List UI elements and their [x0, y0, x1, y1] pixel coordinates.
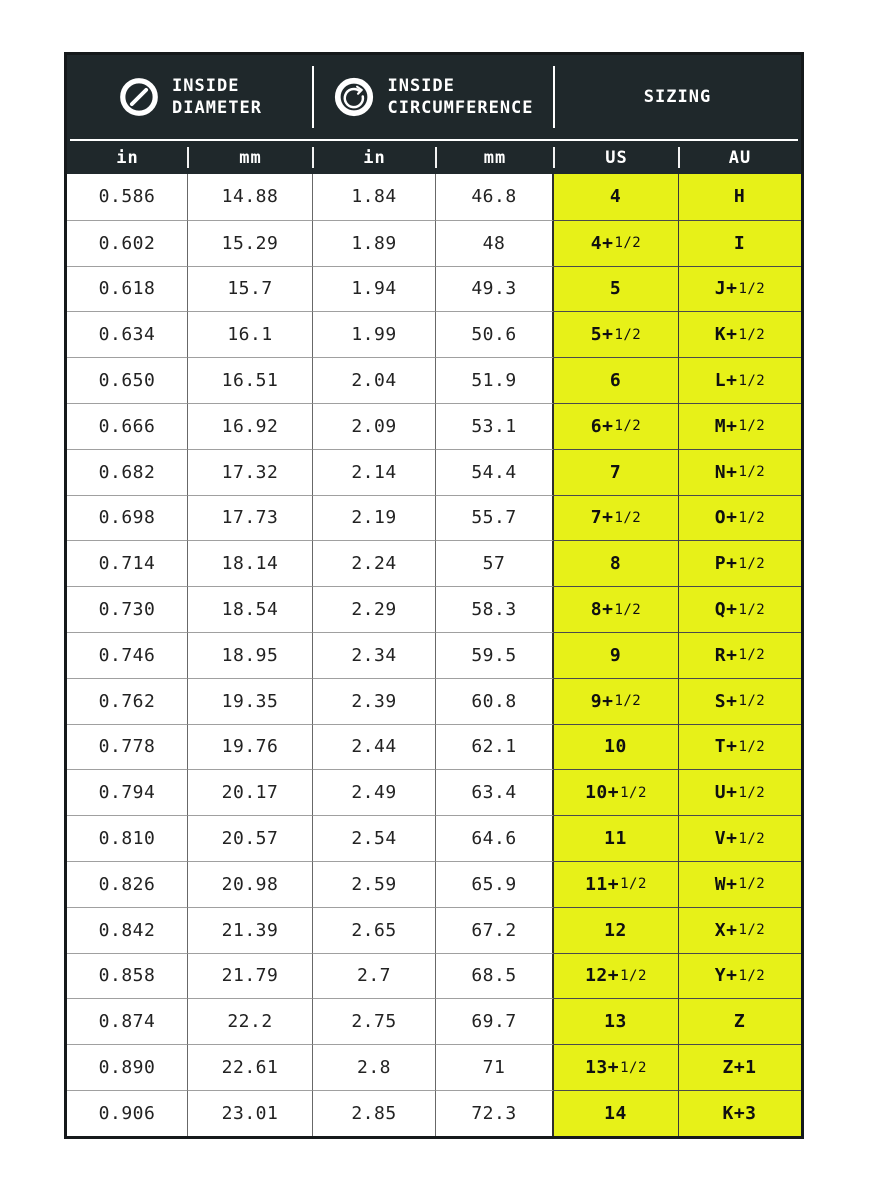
column-header-circumference-mm: mm [436, 141, 554, 174]
table-row [67, 861, 801, 907]
table-row [67, 724, 801, 770]
cell-size-au: N+ 1/2 [679, 449, 801, 495]
table-row [67, 403, 801, 449]
cell-size-au: X+ 1/2 [679, 907, 801, 953]
cell-circumference-in: 2.85 [313, 1090, 436, 1136]
group-label-inside-diameter: INSIDE DIAMETER [172, 75, 262, 118]
cell-diameter-in: 0.682 [67, 449, 188, 495]
cell-circumference-mm: 68.5 [436, 953, 554, 999]
header-group-inside-diameter [67, 55, 313, 139]
cell-diameter-in: 0.634 [67, 311, 188, 357]
cell-circumference-in: 2.29 [313, 586, 436, 632]
cell-circumference-mm: 51.9 [436, 357, 554, 403]
table-row [67, 1090, 801, 1136]
cell-size-au: V+ 1/2 [679, 815, 801, 861]
table-row [67, 174, 801, 220]
cell-diameter-mm: 21.39 [188, 907, 313, 953]
cell-size-us: 11+ 1/2 [554, 861, 679, 907]
column-header-size-au: AU [728, 147, 752, 168]
cell-size-au: S+ 1/2 [679, 678, 801, 724]
cell-circumference-in: 2.04 [313, 357, 436, 403]
cell-circumference-mm: 64.6 [436, 815, 554, 861]
cell-diameter-in: 0.778 [67, 724, 188, 770]
cell-circumference-in: 1.99 [313, 311, 436, 357]
cell-diameter-mm: 21.79 [188, 953, 313, 999]
cell-size-au: U+ 1/2 [679, 769, 801, 815]
cell-diameter-in: 0.730 [67, 586, 188, 632]
cell-size-us: 12+ 1/2 [554, 953, 679, 999]
table-header [67, 55, 801, 174]
cell-size-us: 10+ 1/2 [554, 769, 679, 815]
cell-diameter-mm: 19.35 [188, 678, 313, 724]
cell-diameter-in: 0.666 [67, 403, 188, 449]
cell-circumference-mm: 50.6 [436, 311, 554, 357]
cell-size-au: P+ 1/2 [679, 540, 801, 586]
table-row [67, 907, 801, 953]
cell-diameter-mm: 22.61 [188, 1044, 313, 1090]
ring-size-table [64, 52, 804, 1139]
table-row [67, 266, 801, 312]
cell-diameter-in: 0.794 [67, 769, 188, 815]
cell-diameter-in: 0.714 [67, 540, 188, 586]
cell-size-us: 13+ 1/2 [554, 1044, 679, 1090]
cell-size-us: 5+ 1/2 [554, 311, 679, 357]
cell-diameter-in: 0.746 [67, 632, 188, 678]
cell-diameter-in: 0.650 [67, 357, 188, 403]
header-group-inside-circumference [313, 55, 554, 139]
cell-circumference-mm: 69.7 [436, 998, 554, 1044]
cell-size-us: 11 [554, 815, 679, 861]
cell-size-au: Z [679, 998, 801, 1044]
cell-diameter-mm: 18.14 [188, 540, 313, 586]
cell-circumference-in: 2.34 [313, 632, 436, 678]
cell-diameter-mm: 16.1 [188, 311, 313, 357]
cell-circumference-mm: 59.5 [436, 632, 554, 678]
cell-size-au: K+3 [679, 1090, 801, 1136]
cell-size-au: Q+ 1/2 [679, 586, 801, 632]
cell-diameter-in: 0.698 [67, 495, 188, 541]
cell-size-us: 6 [554, 357, 679, 403]
cell-diameter-mm: 20.17 [188, 769, 313, 815]
cell-circumference-mm: 60.8 [436, 678, 554, 724]
cell-diameter-mm: 23.01 [188, 1090, 313, 1136]
cell-diameter-in: 0.890 [67, 1044, 188, 1090]
header-group-sizing [554, 55, 801, 139]
cell-diameter-mm: 20.57 [188, 815, 313, 861]
cell-circumference-mm: 57 [436, 540, 554, 586]
cell-circumference-in: 2.59 [313, 861, 436, 907]
cell-size-us: 7 [554, 449, 679, 495]
cell-size-us: 7+ 1/2 [554, 495, 679, 541]
cell-size-us: 9 [554, 632, 679, 678]
cell-diameter-mm: 14.88 [188, 174, 313, 220]
group-label-inside-circumference: INSIDE CIRCUMFERENCE [387, 75, 534, 118]
cell-circumference-in: 2.75 [313, 998, 436, 1044]
cell-circumference-in: 2.09 [313, 403, 436, 449]
cell-diameter-mm: 15.7 [188, 266, 313, 312]
cell-circumference-in: 2.7 [313, 953, 436, 999]
table-row [67, 220, 801, 266]
cell-size-us: 10 [554, 724, 679, 770]
table-row [67, 1044, 801, 1090]
cell-circumference-mm: 54.4 [436, 449, 554, 495]
cell-circumference-in: 2.24 [313, 540, 436, 586]
table-row [67, 540, 801, 586]
cell-size-au: Z+1 [679, 1044, 801, 1090]
column-header-diameter-in: in [67, 141, 188, 174]
cell-circumference-mm: 63.4 [436, 769, 554, 815]
cell-size-au: Y+ 1/2 [679, 953, 801, 999]
table-row [67, 357, 801, 403]
header-units-row [67, 141, 801, 174]
cell-circumference-mm: 55.7 [436, 495, 554, 541]
cell-size-us: 4+ 1/2 [554, 220, 679, 266]
cell-circumference-mm: 49.3 [436, 266, 554, 312]
table-row [67, 769, 801, 815]
cell-circumference-mm: 62.1 [436, 724, 554, 770]
table-row [67, 953, 801, 999]
cell-diameter-mm: 20.98 [188, 861, 313, 907]
cell-circumference-mm: 67.2 [436, 907, 554, 953]
cell-circumference-mm: 71 [436, 1044, 554, 1090]
table-body [67, 174, 801, 1136]
cell-size-au: J+ 1/2 [679, 266, 801, 312]
cell-size-us: 8+ 1/2 [554, 586, 679, 632]
cell-diameter-in: 0.810 [67, 815, 188, 861]
cell-size-au: K+ 1/2 [679, 311, 801, 357]
cell-circumference-in: 2.65 [313, 907, 436, 953]
table-row [67, 678, 801, 724]
cell-diameter-mm: 16.51 [188, 357, 313, 403]
cell-diameter-in: 0.762 [67, 678, 188, 724]
cell-circumference-in: 2.8 [313, 1044, 436, 1090]
cell-diameter-in: 0.874 [67, 998, 188, 1044]
table-row [67, 998, 801, 1044]
cell-diameter-in: 0.826 [67, 861, 188, 907]
diameter-icon [118, 76, 160, 118]
table-row [67, 449, 801, 495]
cell-circumference-mm: 72.3 [436, 1090, 554, 1136]
cell-circumference-mm: 53.1 [436, 403, 554, 449]
cell-diameter-in: 0.602 [67, 220, 188, 266]
cell-size-us: 14 [554, 1090, 679, 1136]
table-row [67, 586, 801, 632]
cell-size-us: 4 [554, 174, 679, 220]
cell-diameter-mm: 17.73 [188, 495, 313, 541]
cell-size-au: R+ 1/2 [679, 632, 801, 678]
cell-diameter-mm: 16.92 [188, 403, 313, 449]
cell-diameter-in: 0.858 [67, 953, 188, 999]
cell-size-us: 6+ 1/2 [554, 403, 679, 449]
cell-diameter-mm: 18.95 [188, 632, 313, 678]
table-row [67, 311, 801, 357]
cell-diameter-mm: 17.32 [188, 449, 313, 495]
cell-size-au: M+ 1/2 [679, 403, 801, 449]
cell-diameter-in: 0.586 [67, 174, 188, 220]
cell-diameter-in: 0.842 [67, 907, 188, 953]
cell-circumference-in: 2.14 [313, 449, 436, 495]
cell-circumference-in: 2.44 [313, 724, 436, 770]
cell-circumference-mm: 65.9 [436, 861, 554, 907]
cell-circumference-in: 2.39 [313, 678, 436, 724]
table-row [67, 495, 801, 541]
table-row [67, 815, 801, 861]
cell-size-us: 8 [554, 540, 679, 586]
cell-size-au: L+ 1/2 [679, 357, 801, 403]
table-row [67, 632, 801, 678]
cell-circumference-mm: 46.8 [436, 174, 554, 220]
column-header-size-us: US [554, 141, 679, 174]
cell-size-au: H [679, 174, 801, 220]
column-header-circumference-in: in [313, 141, 436, 174]
cell-diameter-in: 0.906 [67, 1090, 188, 1136]
cell-size-au: T+ 1/2 [679, 724, 801, 770]
cell-circumference-in: 1.84 [313, 174, 436, 220]
cell-circumference-in: 2.54 [313, 815, 436, 861]
column-header-diameter-mm: mm [188, 141, 313, 174]
cell-circumference-in: 1.89 [313, 220, 436, 266]
cell-size-au: O+ 1/2 [679, 495, 801, 541]
cell-size-us: 5 [554, 266, 679, 312]
group-label-sizing: SIZING [643, 86, 712, 107]
cell-circumference-in: 2.49 [313, 769, 436, 815]
cell-circumference-in: 2.19 [313, 495, 436, 541]
cell-size-au: W+ 1/2 [679, 861, 801, 907]
cell-size-us: 13 [554, 998, 679, 1044]
header-group-row [67, 55, 801, 139]
cell-size-au: I [679, 220, 801, 266]
cell-diameter-mm: 22.2 [188, 998, 313, 1044]
cell-circumference-mm: 58.3 [436, 586, 554, 632]
cell-size-us: 12 [554, 907, 679, 953]
cell-size-us: 9+ 1/2 [554, 678, 679, 724]
cell-diameter-mm: 18.54 [188, 586, 313, 632]
circumference-icon [333, 76, 375, 118]
cell-diameter-in: 0.618 [67, 266, 188, 312]
cell-circumference-in: 1.94 [313, 266, 436, 312]
cell-diameter-mm: 19.76 [188, 724, 313, 770]
cell-circumference-mm: 48 [436, 220, 554, 266]
cell-diameter-mm: 15.29 [188, 220, 313, 266]
